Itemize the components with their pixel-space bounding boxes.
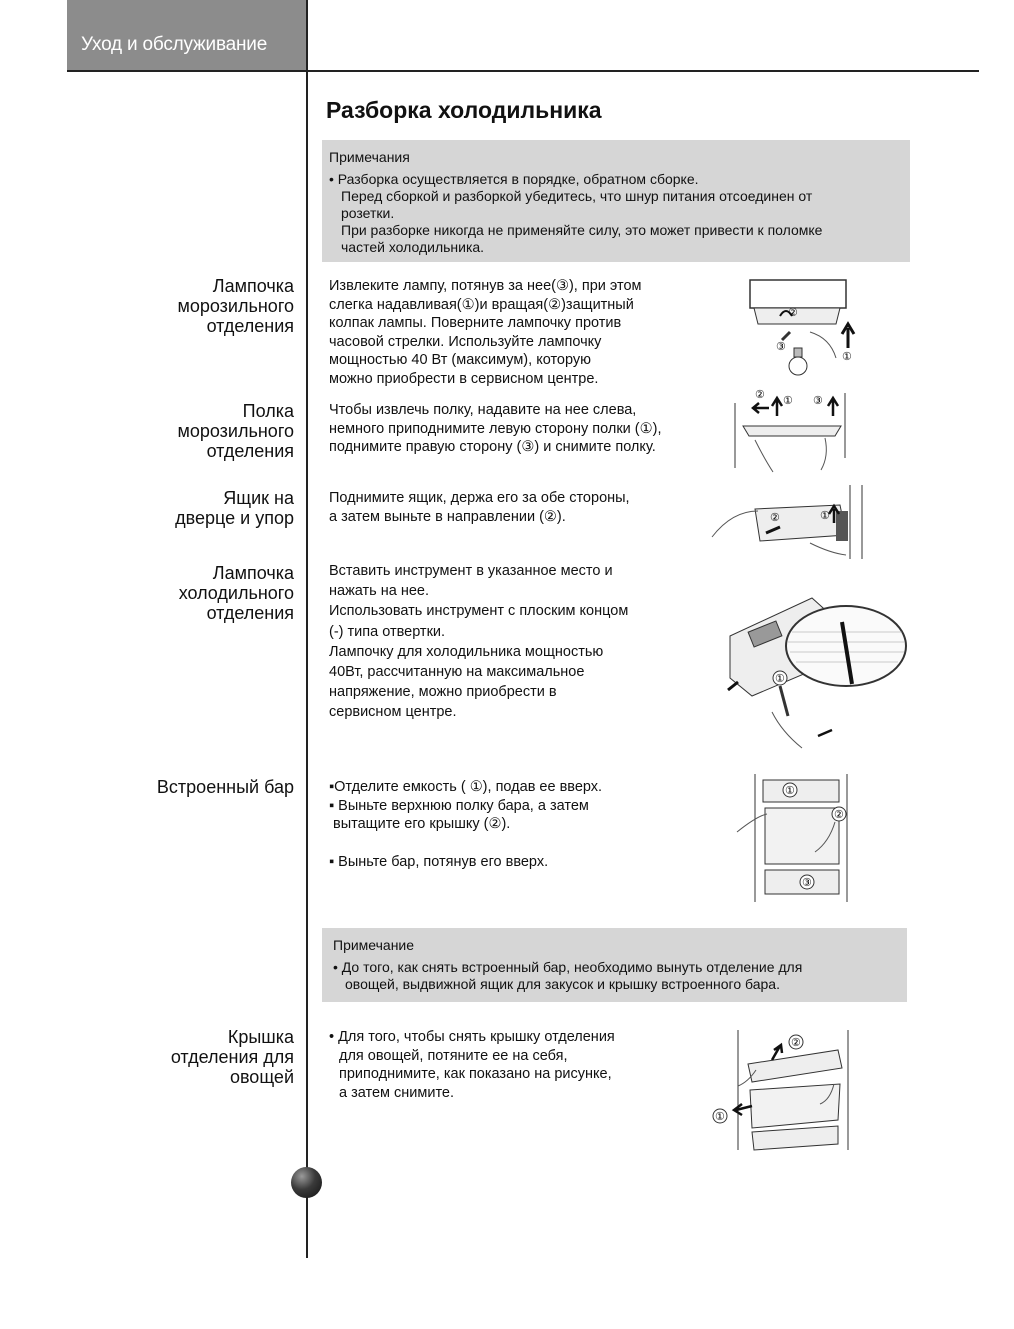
text-line: можно приобрести в сервисном центре.: [329, 370, 599, 387]
label-line: Лампочка: [212, 563, 294, 583]
notes-line: Перед сборкой и разборкой убедитесь, что шнур питания отсоединен от: [341, 188, 813, 204]
text-line: колпак лампы. Поверните лампочку против: [329, 315, 622, 331]
text-line: для овощей, потяните ее на себя,: [339, 1047, 568, 1064]
fig-mark-1: ①: [785, 785, 795, 797]
header-rule: [67, 70, 979, 72]
section-header-tab: [67, 0, 306, 72]
text-line: Чтобы извлечь полку, надавите на нее слева,: [329, 402, 637, 418]
section-label-crisper-cover: [171, 1027, 294, 1087]
bar-note-body: [333, 959, 893, 993]
section-text-crisper-cover: [329, 1028, 615, 1102]
door-bin-illustration: [710, 483, 870, 561]
bar-note-line: • До того, как снять встроенный бар, необходимо вынуть отделение для: [333, 959, 803, 975]
label-line: Крышка: [227, 1027, 294, 1047]
freezer-shelf-illustration: [725, 388, 860, 476]
label-line: морозильного: [177, 296, 294, 316]
notes-box: [322, 140, 910, 262]
crisper-cover-illustration: [708, 1020, 853, 1152]
fig-mark-2: ②: [770, 512, 780, 524]
label-line: Встроенный бар: [156, 777, 294, 797]
text-line: напряжение, можно приобрести в: [329, 684, 557, 701]
text-line: (-) типа отвертки.: [329, 623, 446, 640]
label-line: отделения для: [170, 1047, 294, 1067]
section-text-door-bin: [329, 489, 630, 526]
text-line: немного приподнимите левую сторону полки (①),: [329, 420, 662, 437]
notes-line: При разборке никогда не применяйте силу, это может привести к поломке: [341, 222, 823, 238]
notes-body: [329, 171, 889, 256]
vertical-divider: [306, 0, 308, 1258]
notes-line: частей холодильника.: [341, 239, 485, 255]
section-text-fridge-lamp: [329, 561, 628, 723]
section-label-door-bin: [175, 488, 294, 528]
label-line: морозильного: [177, 421, 294, 441]
section-text-home-bar: [329, 778, 602, 871]
text-line: Извлеките лампу, потянув за нее(③), при этом: [329, 278, 642, 294]
fig-mark-1: ①: [842, 351, 852, 363]
text-line: Использовать инструмент с плоским концом: [329, 603, 629, 620]
section-text-freezer-lamp: [329, 277, 642, 388]
section-text-freezer-shelf: [329, 401, 661, 457]
page-bullet-dot: [291, 1167, 322, 1198]
bar-note-box: [322, 928, 907, 1002]
fig-mark-2: ②: [755, 389, 765, 401]
section-label-home-bar: [157, 777, 294, 797]
text-line: поднимите правую сторону (③) и снимите полку.: [329, 439, 656, 455]
text-line: ▪Отделите емкость ( ①), подав ее вверх.: [329, 779, 603, 795]
freezer-lamp-illustration: [740, 272, 865, 384]
text-line: 40Вт, рассчитанную на максимальное: [329, 664, 585, 681]
label-line: овощей: [229, 1067, 294, 1087]
text-line: слегка надавливая(①)и вращая(②)защитный: [329, 296, 634, 313]
text-line: приподнимите, как показано на рисунке,: [339, 1066, 612, 1082]
text-line: нажать на нее.: [329, 583, 430, 600]
home-bar-illustration: [735, 772, 860, 904]
fig-mark-1: ①: [715, 1111, 725, 1123]
section-label-fridge-lamp: [179, 563, 294, 623]
section-header-title: Уход и обслуживание: [81, 34, 268, 55]
label-line: Лампочка: [212, 276, 294, 296]
text-line: ▪ Выньте верхнюю полку бара, а затем: [329, 797, 589, 814]
notes-title: Примечания: [329, 149, 410, 165]
label-line: отделения: [206, 316, 294, 336]
notes-line: • Разборка осуществляется в порядке, обратном сборке.: [329, 171, 699, 187]
section-label-freezer-shelf: [177, 401, 294, 461]
label-line: отделения: [206, 603, 294, 623]
fig-mark-3: ③: [776, 341, 786, 353]
text-line: а затем снимите.: [339, 1084, 455, 1101]
text-line: сервисном центре.: [329, 704, 457, 721]
bar-note-line: овощей, выдвижной ящик для закусок и крышку встроенного бара.: [345, 976, 780, 992]
fig-mark-2: ②: [788, 307, 798, 319]
fig-mark-3: ③: [813, 395, 823, 407]
bar-note-title: Примечание: [333, 937, 415, 953]
text-line: • Для того, чтобы снять крышку отделения: [329, 1029, 615, 1045]
fig-mark-1: ①: [820, 510, 830, 522]
text-line: часовой стрелки. Используйте лампочку: [329, 333, 602, 350]
text-line: а затем выньте в направлении (②).: [329, 508, 566, 525]
text-line: вытащите его крышку (②).: [333, 816, 511, 832]
text-line: ▪ Выньте бар, потянув его вверх.: [329, 853, 549, 870]
label-line: Полка: [242, 401, 294, 421]
fig-mark-3: ③: [802, 877, 812, 889]
text-line: Лампочку для холодильника мощностью: [329, 643, 604, 660]
fig-mark-2: ②: [834, 809, 844, 821]
text-line: мощностью 40 Вт (максимум), которую: [329, 352, 592, 368]
fridge-lamp-illustration: [722, 592, 907, 752]
fig-mark-1: ①: [775, 673, 785, 685]
text-line: Поднимите ящик, держа его за обе стороны,: [329, 490, 630, 506]
label-line: Ящик на: [223, 488, 294, 508]
notes-line: розетки.: [341, 205, 395, 221]
section-label-freezer-lamp: [177, 276, 294, 336]
text-line: Вставить инструмент в указанное место и: [329, 563, 613, 579]
fig-mark-2: ②: [791, 1037, 801, 1049]
page-title: Разборка холодильника: [326, 97, 602, 123]
label-line: отделения: [206, 441, 294, 461]
label-line: холодильного: [178, 583, 294, 603]
fig-mark-1: ①: [783, 395, 793, 407]
label-line: дверце и упор: [175, 508, 294, 528]
